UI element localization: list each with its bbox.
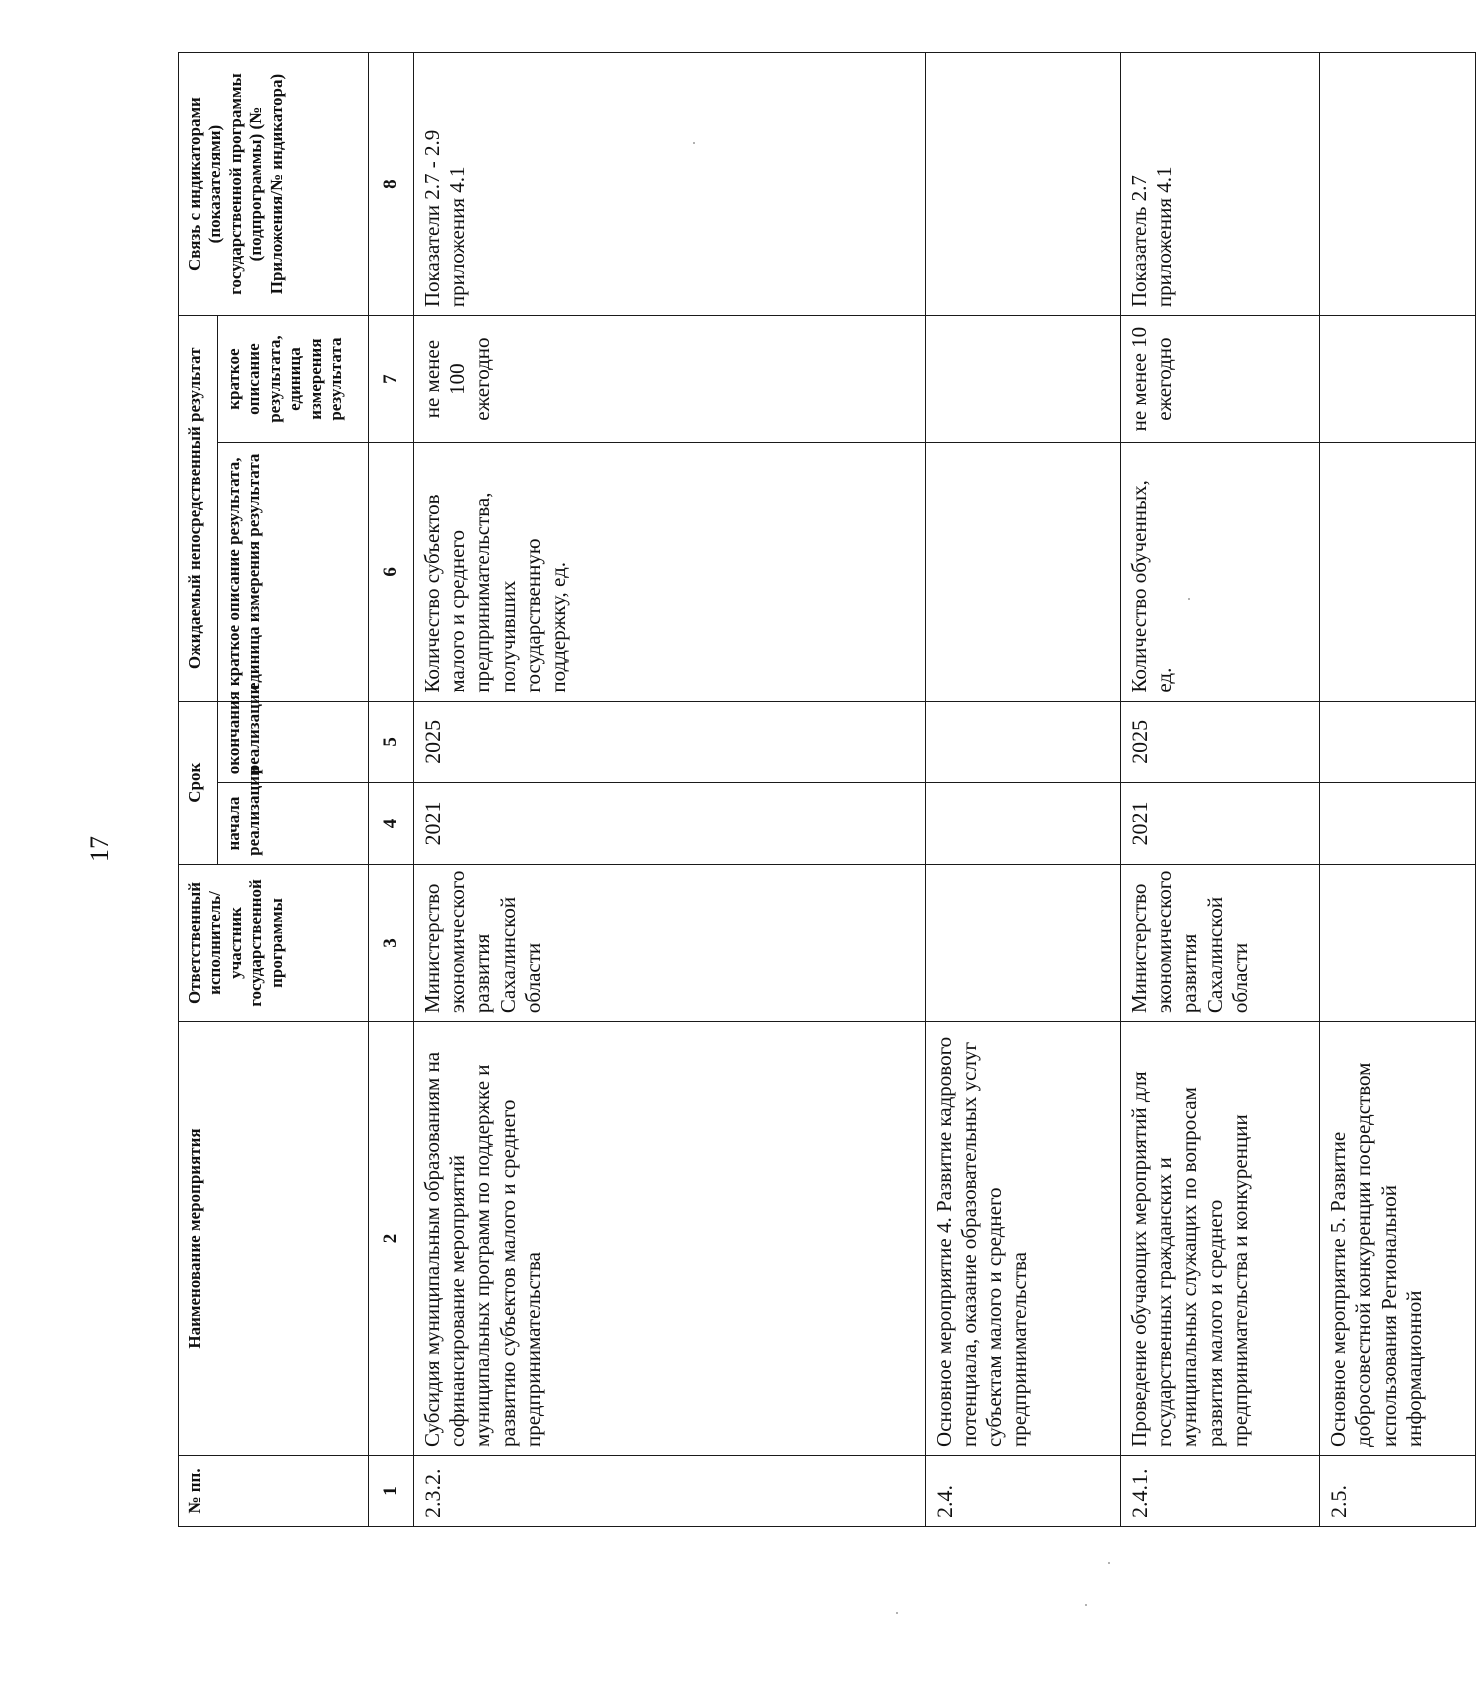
end-year	[1320, 701, 1476, 783]
column-number: 5	[369, 701, 414, 783]
executor: Министерство экономического развития Сахалинской области	[414, 864, 926, 1021]
start-year: 2021	[1121, 783, 1320, 865]
header-executor: Ответственный исполнитель/участник государственной программы	[179, 864, 369, 1021]
indicator-link	[925, 53, 1120, 316]
row-number: 2.4.	[925, 1455, 1120, 1526]
start-year: 2021	[414, 783, 926, 865]
indicator-link: Показатель 2.7 приложения 4.1	[1121, 53, 1320, 316]
executor	[925, 864, 1120, 1021]
header-term: Срок	[179, 701, 218, 864]
table-row	[414, 53, 926, 1527]
column-number: 7	[369, 316, 414, 443]
header-no: № пп.	[179, 1455, 369, 1526]
header-term-start: начала реализации	[218, 783, 369, 865]
row-number: 2.3.2.	[414, 1455, 926, 1526]
column-number: 3	[369, 864, 414, 1021]
end-year	[925, 701, 1120, 783]
column-number: 1	[369, 1455, 414, 1526]
header-expected-desc: краткое описание результата, единица измерения результата	[218, 443, 369, 702]
table-row	[925, 53, 1120, 1527]
column-number: 4	[369, 783, 414, 865]
result-value: не менее 100 ежегодно	[414, 316, 926, 443]
indicator-link: Показатели 2.7 - 2.9 приложения 4.1	[414, 53, 926, 316]
executor	[1320, 864, 1476, 1021]
column-number: 8	[369, 53, 414, 316]
result-description	[925, 443, 1120, 702]
table-row	[1320, 53, 1476, 1527]
result-description: Количество обученных, ед.	[1121, 443, 1320, 702]
header-expected-short: краткое описание результата, единица измерения результата	[218, 316, 369, 443]
column-number: 2	[369, 1022, 414, 1456]
activity-name: Субсидия муниципальным образованиям на софинансирование мероприятий муниципальных программ по поддержке и развитию субъектов малого и среднего предпринимательства	[414, 1022, 926, 1456]
end-year: 2025	[1121, 701, 1320, 783]
page-number: 17	[85, 836, 114, 862]
header-term-end: окончания реализации	[218, 701, 369, 783]
end-year: 2025	[414, 701, 926, 783]
row-number: 2.5.	[1320, 1455, 1476, 1526]
result-value	[925, 316, 1120, 443]
header-link: Связь с индикаторами (показателями) государственной программы (подпрограммы) (№ Приложения/№ индикатора)	[179, 53, 369, 316]
result-value: не менее 10 ежегодно	[1121, 316, 1320, 443]
indicator-link	[1320, 53, 1476, 316]
activity-name: Основное мероприятие 5. Развитие добросовестной конкуренции посредством использования Региональной информационной	[1320, 1022, 1476, 1456]
result-value	[1320, 316, 1476, 443]
table-row	[1121, 53, 1320, 1527]
header-expected: Ожидаемый непосредственный результат	[179, 316, 218, 702]
result-description	[1320, 443, 1476, 702]
column-number: 6	[369, 443, 414, 702]
row-number: 2.4.1.	[1121, 1455, 1320, 1526]
activity-name: Основное мероприятие 4. Развитие кадрового потенциала, оказание образовательных услуг субъектам малого и среднего предпринимательства	[925, 1022, 1120, 1456]
executor: Министерство экономического развития Сахалинской области	[1121, 864, 1320, 1021]
rotated-table-wrapper	[178, 52, 1476, 1527]
header-name: Наименование мероприятия	[179, 1022, 369, 1456]
activity-name: Проведение обучающих мероприятий для государственных гражданских и муниципальных служащих по вопросам развития малого и среднего предпринимательства и конкуренции	[1121, 1022, 1320, 1456]
start-year	[1320, 783, 1476, 865]
start-year	[925, 783, 1120, 865]
activities-table	[178, 52, 1476, 1527]
result-description: Количество субъектов малого и среднего предпринимательства, получивших государственную поддержку, ед.	[414, 443, 926, 702]
